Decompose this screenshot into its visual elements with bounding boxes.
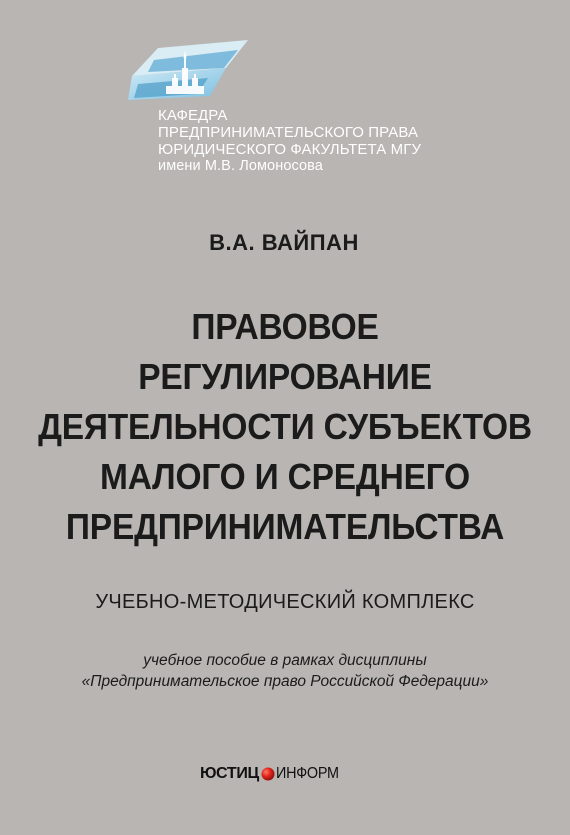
title-line: ДЕЯТЕЛЬНОСТИ СУБЪЕКТОВ bbox=[38, 406, 532, 447]
title-line: ПРЕДПРИНИМАТЕЛЬСТВА bbox=[65, 506, 505, 547]
publisher-name-left: ЮСТИЦ bbox=[200, 765, 259, 782]
author-name bbox=[0, 230, 570, 256]
msu-building-logo-icon bbox=[128, 38, 258, 108]
department-line: ЮРИДИЧЕСКОГО ФАКУЛЬТЕТА МГУ bbox=[158, 141, 422, 158]
department-line: имени М.В. Ломоносова bbox=[158, 158, 323, 174]
book-subtitle: УЧЕБНО-МЕТОДИЧЕСКИЙ КОМПЛЕКС bbox=[95, 591, 475, 613]
department-line: КАФЕДРА bbox=[158, 107, 228, 124]
department-line: ПРЕДПРИНИМАТЕЛЬСКОГО ПРАВА bbox=[158, 124, 419, 141]
book-note bbox=[0, 650, 570, 692]
note-line: учебное пособие в рамках дисциплины bbox=[143, 652, 427, 669]
title-line: МАЛОГО И СРЕДНЕГО bbox=[100, 456, 470, 497]
title-line: ПРАВОВОЕ bbox=[191, 306, 379, 347]
red-sphere-icon bbox=[261, 767, 275, 781]
publisher-logo bbox=[200, 762, 346, 786]
author-text: В.А. ВАЙПАН bbox=[209, 230, 359, 255]
book-title bbox=[20, 302, 550, 552]
department-block bbox=[158, 107, 518, 175]
note-line: «Предпринимательское право Российской Федерации» bbox=[81, 673, 489, 690]
publisher-name-right: ИНФОРМ bbox=[275, 765, 339, 782]
title-line: РЕГУЛИРОВАНИЕ bbox=[138, 356, 432, 397]
